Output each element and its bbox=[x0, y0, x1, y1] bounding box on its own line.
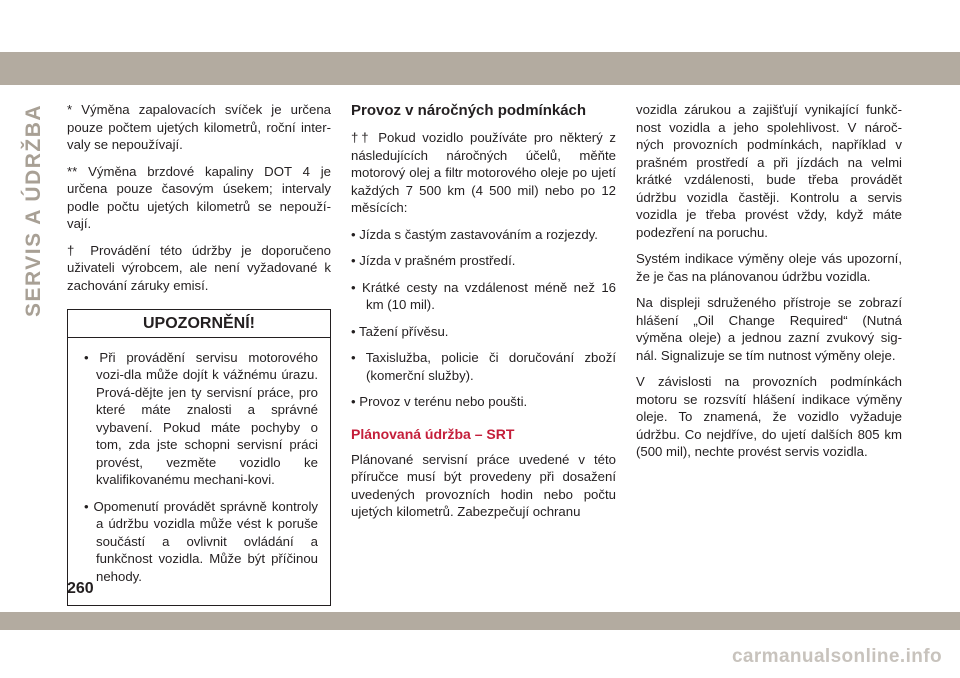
footer-band bbox=[0, 612, 960, 630]
paragraph: vozidla zárukou a zajišťují vynikající funkč-nost vozidla a jeho spolehlivost. V nároč-ných provozních podmínkách, například v prašném prostředí a při jízdách na velmi krátké vzdálenosti, bude třeba provádět údržbu vozidla častěji. Kontrolu a servis vozidla je třeba provést vždy, když máte podezření na poruchu. bbox=[636, 102, 902, 240]
paragraph: Systém indikace výměny oleje vás upozorní, že je čas na plánovanou údržbu vozidla. bbox=[636, 251, 902, 284]
paragraph: V závislosti na provozních podmínkách motoru se rozsvítí hlášení indikace výměny oleje. To znamená, že vozidlo vyžaduje údržbu. Co nejdříve, do ujetí dalších 805 km (500 mil), nechte provést servis vozidla. bbox=[636, 374, 902, 459]
list-item: • Tažení přívěsu. bbox=[351, 323, 449, 339]
list-item: • Krátké cesty na vzdálenost méně než 16 km (10 mil). bbox=[351, 279, 616, 312]
scheduled-maintenance-text: Plánované servisní práce uvedené v této příručce musí být provedeny při dosažení uvedených provozních hodin nebo počtu ujetých kilometrů. Zabezpečují ochranu bbox=[351, 451, 616, 519]
page-number: 260 bbox=[67, 580, 94, 597]
warning-box bbox=[67, 309, 331, 606]
warning-title: UPOZORNĚNÍ! bbox=[68, 310, 330, 338]
column-left bbox=[67, 101, 331, 606]
section-side-label: SERVIS A ÚDRŽBA bbox=[22, 103, 45, 317]
column-right bbox=[636, 101, 902, 470]
list-item: • Jízda s častým zastavováním a rozjezdy. bbox=[351, 226, 598, 242]
list-item: • Taxislužba, policie či doručování zboží (komerční služby). bbox=[351, 350, 616, 383]
heading-scheduled-maintenance: Plánovaná údržba – SRT bbox=[351, 425, 515, 442]
watermark: carmanualsonline.info bbox=[731, 646, 942, 667]
heading-severe-conditions: Provoz v náročných podmínkách bbox=[351, 102, 587, 119]
warning-body bbox=[68, 338, 330, 606]
paragraph: Na displeji sdruženého přístroje se zobrazí hlášení „Oil Change Required“ (Nutná výměna oleje) a jednou zazní zvukový sig-nál. Signalizuje se tím nutnost výměny oleje. bbox=[636, 295, 902, 363]
footnote-spark-plugs: * Výměna zapalovacích svíček je určena pouze počtem ujetých kilometrů, roční inter-valy se nepoužívají. bbox=[67, 102, 331, 152]
list-item: • Jízda v prašném prostředí. bbox=[351, 253, 516, 268]
severe-conditions-intro: †† Pokud vozidlo používáte pro některý z následujících náročných účelů, měňte motorový olej a filtr motorového oleje po ujetí každých 7 500 km (4 500 mil) nebo po 12 měsících: bbox=[351, 130, 616, 215]
warning-item: • Při provádění servisu motorového vozi-dla může dojít k vážnému úrazu. Prová-dějte jen ty servisní práce, pro které máte znalosti a správné vybavení. Pokud máte pochyby o tom, zda jste schopni servisní práci provést, vezměte vozidlo ke kvalifikovanému mechani-kovi. bbox=[84, 349, 318, 487]
header-band bbox=[0, 52, 960, 85]
warning-item: • Opomenutí provádět správně kontroly a údržbu vozidla může vést k poruše součástí a ovlivnit ovládání a funkčnost vozidla. Může být příčinou nehody. bbox=[84, 498, 318, 584]
footnote-recommended: † Provádění této údržby je doporučeno uživateli výrobcem, ale není vyžadované k zachování záruky emisí. bbox=[67, 242, 331, 293]
column-middle bbox=[351, 101, 616, 530]
list-item: • Provoz v terénu nebo poušti. bbox=[351, 394, 528, 409]
footnote-brake-fluid: ** Výměna brzdové kapaliny DOT 4 je určena pouze časovým úsekem; intervaly podle počtu ujetých kilometrů se nepouží-vají. bbox=[67, 163, 331, 231]
